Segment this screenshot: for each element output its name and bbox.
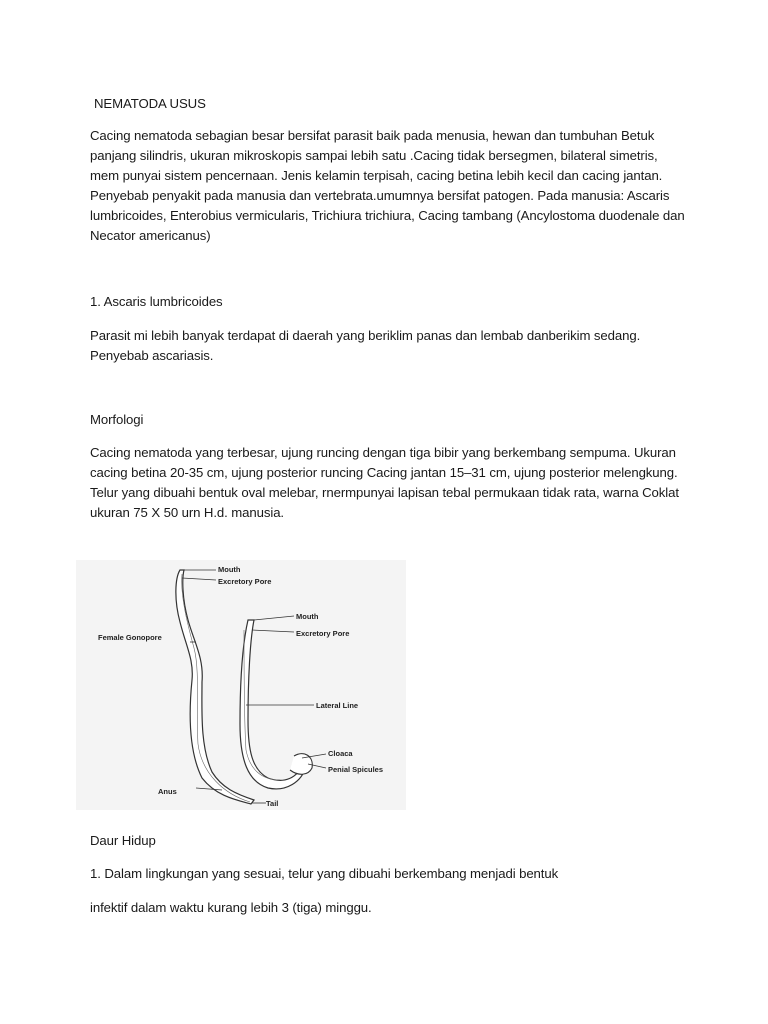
intro-paragraph: Cacing nematoda sebagian besar bersifat parasit baik pada menusia, hewan dan tumbuhan Betuk panjang silindris, ukuran mikroskopis sampai lebih satu .Cacing tidak bersegmen, bilateral simetris, mem punyai sistem pencernaan. Jenis kelamin terpisah, cacing betina lebih kecil dan cacing jantan. Penyebab penyakit pada manusia dan vertebrata.umumnya bersifat patogen. Pada manusia: Ascaris lumbricoides, Enterobius vermicularis, Trichiura trichiura, Cacing tambang (Ancylostoma duodenale dan Necator americanus) [90, 128, 685, 243]
label-excretory-pore-female: Excretory Pore [218, 577, 272, 586]
label-tail: Tail [266, 799, 279, 808]
label-female-gonopore: Female Gonopore [98, 633, 162, 642]
label-cloaca: Cloaca [328, 749, 353, 758]
label-excretory-pore-male: Excretory Pore [296, 629, 350, 638]
ascaris-morphology-figure [76, 560, 406, 810]
label-mouth-female: Mouth [218, 565, 241, 574]
daur-hidup-heading: Daur Hidup [90, 833, 156, 848]
daur-hidup-item-1: 1. Dalam lingkungan yang sesuai, telur yang dibuahi berkembang menjadi bentuk [90, 866, 559, 881]
section1-heading: 1. Ascaris lumbricoides [90, 294, 223, 309]
document-title: NEMATODA USUS [94, 96, 206, 111]
morfologi-paragraph: Cacing nematoda yang terbesar, ujung runcing dengan tiga bibir yang berkembang sempuma. Ukuran cacing betina 20-35 cm, ujung posterior runcing Cacing jantan 15–31 cm, ujung posterior melengkung. Telur yang dibuahi bentuk oval melebar, rnermpunyai lapisan tebal permukaan tidak rata, warna Coklat ukuran 75 X 50 urn H.d. manusia. [90, 445, 679, 520]
label-anus: Anus [158, 787, 177, 796]
worm-diagram [76, 560, 406, 810]
label-lateral-line: Lateral Line [316, 701, 359, 710]
label-mouth-male: Mouth [296, 612, 319, 621]
morfologi-heading: Morfologi [90, 412, 144, 427]
section1-paragraph: Parasit mi lebih banyak terdapat di daerah yang beriklim panas dan lembab danberikim sedang. Penyebab ascariasis. [90, 328, 641, 363]
daur-hidup-item-1-continued: infektif dalam waktu kurang lebih 3 (tiga) minggu. [90, 900, 372, 915]
label-penial-spicules: Penial Spicules [328, 765, 384, 774]
